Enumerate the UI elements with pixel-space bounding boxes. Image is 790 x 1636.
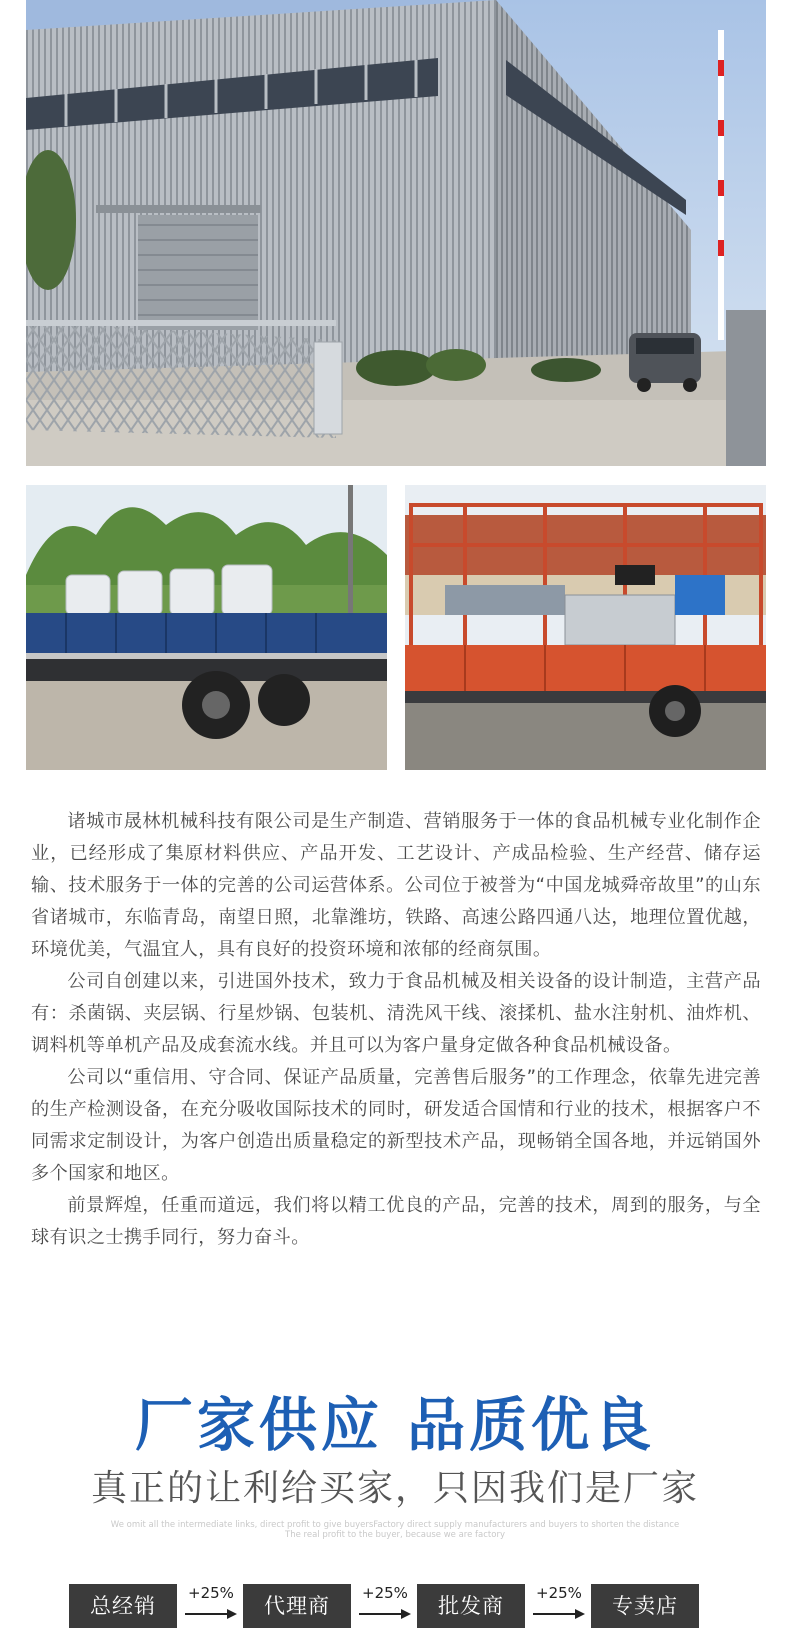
arrow-right-icon — [359, 1608, 411, 1620]
arrow-right-icon — [533, 1608, 585, 1620]
chain-node-agent: 代理商 — [243, 1584, 351, 1628]
factory-photo — [26, 0, 766, 466]
arrow-right-icon — [185, 1608, 237, 1620]
markup-label: +25% — [188, 1584, 234, 1602]
company-intro — [31, 806, 761, 1254]
intro-paragraph: 公司以“重信用、守合同、保证产品质量，完善售后服务”的工作理念，依靠先进完善的生产检测设备，在充分吸收国际技术的同时，研发适合国情和行业的技术，根据客户不同需求定制设计，为客户创造出质量稳定的新型技术产品，现畅销全国各地，并远销国外多个国家和地区。 — [31, 1067, 761, 1184]
promo-fine-print: The real profit to the buyer, because we are factory — [285, 1530, 505, 1540]
chain-arrow — [183, 1584, 239, 1628]
intro-paragraph: 公司自创建以来，引进国外技术，致力于食品机械及相关设备的设计制造，主营产品有：杀菌锅、夹层锅、行星炒锅、包装机、清洗风干线、滚揉机、盐水注射机、油炸机、调料机等单机产品及成套流水线。并且可以为客户量身定做各种食品机械设备。 — [31, 971, 761, 1056]
promo-fine-print: We omit all the intermediate links, direct profit to give buyersFactory direct supply manufacturers and buyers to shorten the distance — [110, 1520, 680, 1530]
intro-paragraph: 诸城市晟林机械科技有限公司是生产制造、营销服务于一体的食品机械专业化制作企业，已经形成了集原材料供应、产品开发、工艺设计、产成品检验、生产经营、储存运输、技术服务于一体的完善的公司运营体系。公司位于被誉为“中国龙城舜帝故里”的山东省诸城市，东临青岛，南望日照，北靠潍坊，铁路、高速公路四通八达，地理位置优越，环境优美，气温宜人，具有良好的投资环境和浓郁的经商氛围。 — [31, 811, 761, 960]
chain-node-wholesaler: 批发商 — [417, 1584, 525, 1628]
chain-arrow — [531, 1584, 587, 1628]
promo-headline: 厂家供应 品质优良 — [134, 1391, 656, 1459]
distribution-chain — [0, 1584, 790, 1636]
chain-node-retail-store: 专卖店 — [591, 1584, 699, 1628]
chain-node-general-distributor: 总经销 — [69, 1584, 177, 1628]
loaded-truck-photo-left — [26, 485, 387, 770]
markup-label: +25% — [536, 1584, 582, 1602]
intro-paragraph: 前景辉煌，任重而道远，我们将以精工优良的产品，完善的技术，周到的服务，与全球有识之士携手同行，努力奋斗。 — [31, 1195, 761, 1248]
markup-label: +25% — [362, 1584, 408, 1602]
loaded-truck-photo-right — [405, 485, 766, 770]
promo-subline: 真正的让利给买家，只因我们是厂家 — [90, 1468, 699, 1509]
chain-arrow — [357, 1584, 413, 1628]
